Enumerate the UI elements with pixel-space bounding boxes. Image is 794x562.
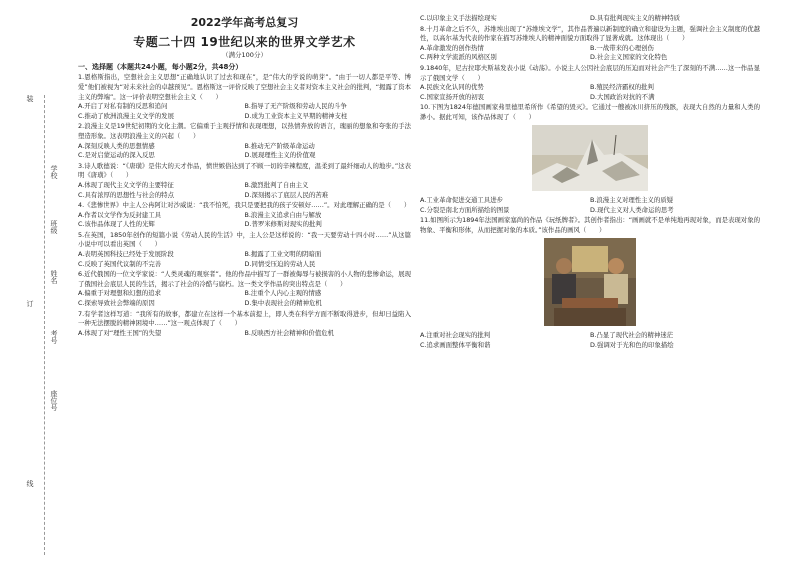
option: C.是对启蒙运动的深入反思	[78, 151, 155, 160]
option: B.凸显了现代社会的精神迷茫	[590, 331, 674, 340]
figure-sea-of-ice	[420, 125, 760, 195]
option: D.普罗米修斯对现实的批判	[244, 220, 322, 229]
option: A.体现了现代主义文学的主要特征	[78, 180, 174, 189]
question-stem: 11.如图所示为1894年法国画家塞尚的作品《玩纸牌者》。其创作者指出：“画画就不是单纯地再现对象，而是表现对象的物象、平衡和形体，从而把握对象的本质。”该作品的画风（ ）	[420, 216, 760, 234]
option: D.深刻揭示了底层人民的苦难	[244, 190, 329, 199]
option: C.追求画面整体平衡和谐	[420, 340, 491, 349]
option: D.具有批判现实主义的精神特质	[590, 14, 681, 22]
binding-mark: 订	[26, 300, 34, 307]
question-7-continued	[420, 14, 760, 24]
option: B.浪漫主义对理性主义的质疑	[590, 196, 674, 205]
binding-dashed-line	[44, 95, 45, 555]
option: D.社会主义国家的文化特色	[590, 53, 668, 62]
question-11	[420, 216, 760, 350]
option: A.革命激发的创作热情	[420, 43, 484, 52]
option: C.推动了欧洲浪漫主义文学的发展	[78, 111, 174, 120]
option: A.民族文化认同的优势	[420, 83, 484, 92]
score-note: （满分100分）	[222, 51, 267, 60]
question-2	[78, 122, 411, 160]
question-stem: 9.1840年，尼古拉耶夫斯基发表小说《动荡》。小说主人公因社会底层的压迫而对社会产生了深刻的不满……这一作品显示了俄国文学（ ）	[420, 63, 760, 82]
option: A.工业革命促进交通工具进步	[420, 196, 503, 205]
binding-field-school: 学校	[50, 165, 58, 179]
question-10	[420, 103, 760, 215]
option: C.该作品体现了人性的光辉	[78, 220, 155, 229]
option: B.激烈批判了自由主义	[244, 180, 309, 189]
question-1	[78, 73, 411, 121]
option: C.两种文学流派的风格区别	[420, 53, 497, 62]
question-stem: 2.浪漫主义是19世纪初期的文化主潮。它偏重于主观抒情和表现理想，以热情奔放的语言，瑰丽的想象和夸张的手法塑造形象。这表明浪漫主义的兴起（ ）	[78, 122, 411, 140]
question-stem: 6.近代俄国的一位文学家说：“人类灵魂的观察者”。他的作品中描写了一群被侮辱与被损害的小人物的悲惨命运，展现了俄国社会底层人民的生活，揭示了社会的冷酷与腐朽。这一类文学作品的突出特点是（ ）	[78, 270, 411, 288]
option: C.具有浓厚的思想性与社会的特点	[78, 190, 174, 199]
option: C.国家宣扬开放的初衷	[420, 92, 485, 101]
question-4	[78, 201, 411, 230]
binding-field-class: 班级	[50, 220, 58, 234]
option: B.注重个人内心主观的情感	[244, 289, 322, 298]
option: B.一战带来的心理创伤	[590, 43, 654, 52]
question-6	[78, 270, 411, 308]
binding-margin	[0, 0, 62, 562]
exam-subtitle: 专题二十四 19世纪以来的世界文学艺术	[133, 34, 356, 49]
option: D.成为工业资本主义早期的精神支柱	[244, 111, 348, 120]
option: C.以印象主义手法描绘现实	[420, 14, 497, 22]
section-title: 一、选择题（本题共24小题，每小题2分，共48分）	[78, 62, 243, 71]
question-stem: 4.《悲惨世界》中主人公冉阿让对沙威说：“我不怕死，我只是要把我的孩子安顿好……”。对此理解正确的是（ ）	[78, 201, 411, 210]
binding-field-seat-no: 座位号	[50, 390, 58, 411]
question-3	[78, 162, 411, 200]
option: B.指导了无产阶级和劳动人民的斗争	[244, 102, 347, 111]
option: A.偏重于对理想和幻想的追求	[78, 289, 161, 298]
question-stem: 8.十月革命之后不久，苏维埃出现了“苏维埃文学”，其作品普遍以新制度的确立和建设为主题，强调社会主义制度的优越性，以高尔基为代表的作家在描写苏维埃人的精神面貌方面取得了显著成就。这体现出（ ）	[420, 24, 760, 43]
option: A.深刻反映人类的思想情感	[78, 141, 155, 150]
option: D.强调对于光和色的印象描绘	[590, 340, 674, 349]
option: A.作者以文学作为反封建工具	[78, 210, 161, 219]
option: A.表明英国科技已经处于发展阶段	[78, 250, 174, 259]
question-stem: 10.下图为1824年德国画家弗里德里希所作《希望的毁灭》。它通过一艘被冰川挤压的残骸，表现大自然的力量和人类的渺小。据此可知，该作品体现了（ ）	[420, 103, 760, 121]
binding-field-exam-no: 考号	[50, 330, 58, 344]
option: C.探索导致社会弊端的原因	[78, 299, 155, 308]
option: A.体现了对“理性王国”的失望	[78, 328, 162, 337]
sea-of-ice-painting	[532, 125, 648, 191]
option: C.分裂是南北方面所描绘的图景	[420, 205, 510, 214]
option: B.浪漫主义追求自由与解放	[244, 210, 322, 219]
card-players-painting	[544, 238, 636, 326]
right-column	[420, 0, 760, 350]
question-stem: 3.诗人歌德说：“《唐璜》是伟大的天才作品，愤世嫉俗达到了不顾一切的辛辣程度，温柔到了最纤细动人的地步。”这表明《唐璜》（ ）	[78, 161, 411, 180]
option: B.反映西方社会精神和价值危机	[244, 328, 334, 337]
binding-mark: 装	[26, 95, 34, 102]
question-7	[78, 310, 411, 339]
question-8	[420, 25, 760, 63]
option: A.开启了对私有制的反思和追问	[78, 102, 168, 111]
binding-mark: 线	[26, 480, 34, 487]
option: B.揭露了工业文明的阴暗面	[244, 250, 322, 259]
option: A.注重对社会现实的批判	[420, 331, 491, 340]
option: B.推动无产阶级革命运动	[244, 141, 315, 150]
question-stem: 5.在英国，1850年创作的短篇小说《劳动人民的生活》中，主人公是这样说的：“我一天要劳动十四小时……”从这篇小说中可以看出英国（ ）	[78, 230, 411, 249]
option: C.反映了英国代议制的不完善	[78, 259, 162, 268]
option: D.大国政治对抗的不满	[590, 92, 655, 101]
figure-card-players	[420, 238, 760, 330]
option: B.殖民经济霸权的批判	[590, 83, 654, 92]
question-stem: 7.有学者这样写道：“我所有的故事，都建立在这样一个基本前提上，即人类在科学方面不断取得进步，但却日益陷入一种无法摆脱的精神困境中……”这一观点体现了（ ）	[78, 309, 411, 328]
left-column	[78, 0, 411, 338]
binding-field-name: 姓名	[50, 270, 58, 284]
option: D.现代主义对人类命运的思考	[590, 205, 674, 214]
question-9	[420, 64, 760, 102]
option: D.集中表现社会的精神危机	[244, 299, 322, 308]
question-stem: 1.恩格斯指出，空想社会主义思想“正确地认识了过去和现在”，是“伟大的学说的萌芽”。“由于一切人都是平等、博爱”他们被视为“对未来社会的卓越预见”。恩格斯这一评价反映了空想社会主义者对资本主义社会的批判，“揭露了资本主义的弊端”。这一评价表明空想社会主义（ ）	[78, 73, 411, 101]
option: D.展现理性主义的价值观	[244, 151, 316, 160]
question-5	[78, 231, 411, 269]
option: D.同情受压迫的劳动人民	[244, 259, 316, 268]
exam-title: 2022学年高考总复习	[190, 16, 299, 29]
